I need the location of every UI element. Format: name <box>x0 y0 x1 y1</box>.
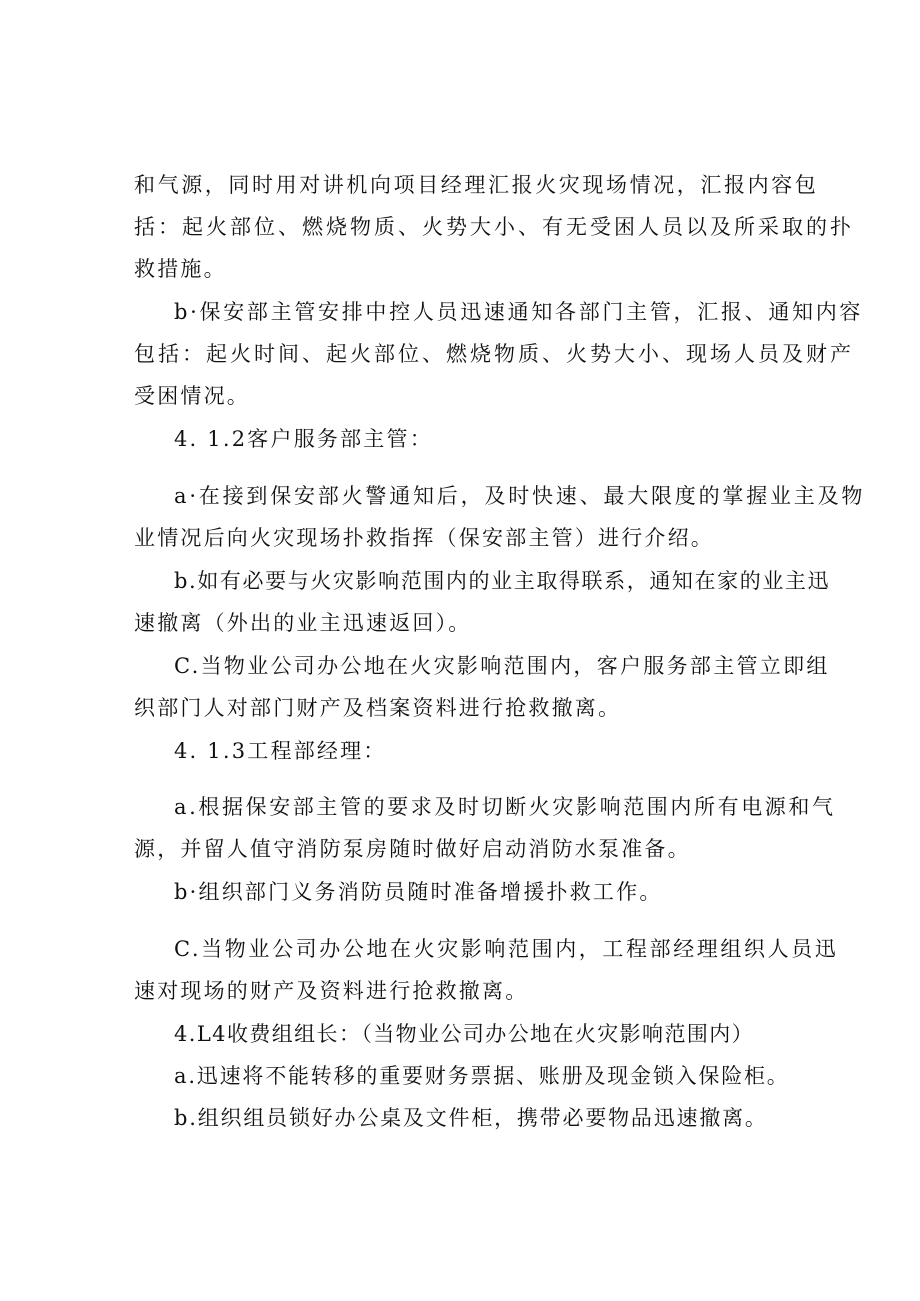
body-text-line: 和气源，同时用对讲机向项目经理汇报火灾现场情况，汇报内容包 <box>134 173 819 197</box>
body-text-line: 受困情况。 <box>134 384 250 408</box>
body-text-line: 源，并留人值守消防泵房随时做好启动消防水泵准备。 <box>134 837 691 861</box>
body-text-line: 包括：起火时间、起火部位、燃烧物质、火势大小、现场人员及财产 <box>134 342 854 366</box>
body-text-line: 救措施。 <box>134 257 227 281</box>
section-heading: 4. 1.3工程部经理： <box>174 739 387 763</box>
body-text-line: 业情况后向火灾现场扑救指挥（保安部主管）进行介绍。 <box>134 526 714 550</box>
paragraph-start-line: a.根据保安部主管的要求及时切断火灾影响范围内所有电源和气 <box>174 795 836 819</box>
section-heading: 4. 1.2客户服务部主管： <box>174 427 433 451</box>
body-text-line: 速对现场的财产及资料进行抢救撤离。 <box>134 979 529 1003</box>
paragraph-start-line: b·保安部主管安排中控人员迅速通知各部门主管，汇报、通知内容 <box>174 300 864 324</box>
paragraph-start-line: b.如有必要与火灾影响范围内的业主取得联系，通知在家的业主迅 <box>174 569 831 593</box>
paragraph-start-line: a.迅速将不能转移的重要财务票据、账册及现金锁入保险柜。 <box>174 1064 790 1088</box>
paragraph-start-line: b·组织部门义务消防员随时准备增援扑救工作。 <box>174 880 663 904</box>
body-text-line: 织部门人对部门财产及档案资料进行抢救撤离。 <box>134 696 622 720</box>
section-heading: 4.L4收费组组长：（当物业公司办公地在火灾影响范围内） <box>174 1022 755 1046</box>
paragraph-start-line: C.当物业公司办公地在火灾影响范围内，客户服务部主管立即组 <box>174 654 830 678</box>
body-text-line: 速撤离（外出的业主迅速返回）。 <box>134 611 472 635</box>
paragraph-start-line: b.组织组员锁好办公桌及文件柜，携带必要物品迅速撤离。 <box>174 1106 768 1130</box>
paragraph-start-line: C.当物业公司办公地在火灾影响范围内，工程部经理组织人员迅 <box>174 937 839 961</box>
paragraph-start-line: a·在接到保安部火警通知后，及时快速、最大限度的掌握业主及物 <box>174 484 866 508</box>
body-text-line: 括：起火部位、燃烧物质、火势大小、有无受困人员以及所采取的扑 <box>134 215 854 239</box>
